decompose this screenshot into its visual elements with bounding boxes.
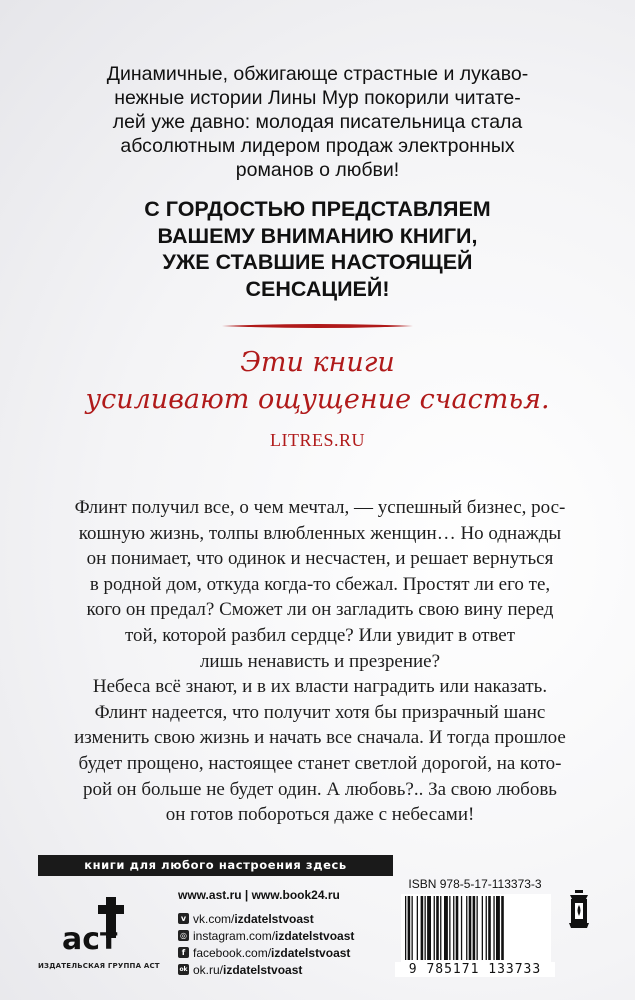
social-link-instagram[interactable] [178, 927, 354, 944]
blurb-line: Небеса всё знают, и в их власти наградить или наказать. [92, 676, 548, 698]
barcode-bar [421, 896, 424, 960]
blurb-line: будет прощено, настоящее станет светлой дорогой, на кото- [78, 752, 562, 774]
facebook-icon: f [178, 947, 189, 958]
barcode-bar [493, 896, 494, 960]
lantern-icon [566, 890, 592, 930]
barcode-bar [469, 896, 472, 960]
intro-paragraph [40, 62, 595, 182]
barcode-number: 9 785171 133733 [395, 962, 555, 977]
logo-text: аст [62, 922, 118, 955]
headline-line: ВАШЕМУ ВНИМАНИЮ КНИГИ, [157, 223, 478, 248]
blurb-line: рой он больше не будет один. А любовь?.. За свою любовь [83, 778, 557, 800]
blurb-line: Флинт получил все, о чем мечтал, — успешный бизнес, рос- [74, 497, 566, 518]
intro-line: нежные истории Лины Мур покорили читате- [114, 87, 521, 109]
vk-icon: v [178, 913, 189, 924]
quote-line: усиливают ощущение счастья. [85, 384, 550, 415]
publisher-name: ИЗДАТЕЛЬСКАЯ ГРУППА АСТ [38, 962, 160, 970]
headline-line: УЖЕ СТАВШИЕ НАСТОЯЩЕЙ [162, 250, 473, 274]
ornamental-divider [222, 323, 413, 329]
social-prefix: instagram.com/ [193, 928, 276, 943]
barcode-bar [466, 896, 467, 960]
barcode-bar [477, 896, 478, 960]
barcode-bar [425, 896, 426, 960]
barcode-bar [496, 896, 500, 960]
barcode-bar [453, 896, 454, 960]
barcode-bar [434, 896, 435, 960]
intro-line: Динамичные, обжигающе страстные и лукаво- [106, 63, 529, 85]
review-quote [40, 344, 595, 418]
blurb-line: изменить свою жизнь и начать все сначала. И тогда прошлое [74, 727, 566, 749]
headline-line: С ГОРДОСТЬЮ ПРЕДСТАВЛЯЕМ [144, 197, 491, 221]
blurb-line: лишь ненависть и презрение? [199, 650, 441, 672]
headline [40, 196, 595, 302]
blurb-line: кошную жизнь, толпы влюбленных женщин… Но однажды [78, 522, 562, 544]
social-handle: izdatelstvoast [275, 928, 355, 943]
isbn-text: ISBN 978-5-17-113373-3 [408, 877, 542, 891]
websites[interactable]: www.ast.ru | www.book24.ru [178, 888, 340, 902]
ast-logo [58, 893, 138, 955]
social-prefix: ok.ru/ [193, 962, 224, 977]
series-banner: книги для любого настроения здесь [38, 855, 393, 876]
barcode-bar [461, 896, 462, 960]
quote-line: Эти книги [240, 347, 395, 378]
barcode-bar [440, 896, 441, 960]
barcode-bar [405, 896, 406, 960]
barcode-bar [456, 896, 459, 960]
blurb-line: он понимает, что одинок и несчастен, и решает вернуться [86, 548, 554, 570]
barcode-bar [444, 896, 448, 960]
barcode-bar [473, 896, 476, 960]
social-link-facebook[interactable] [178, 944, 354, 961]
barcode-bar [482, 896, 483, 960]
social-handle: izdatelstvoast [223, 962, 303, 977]
social-link-vk[interactable] [178, 910, 354, 927]
blurb-line: в родной дом, откуда когда-то сбежал. Простят ли его те, [89, 573, 551, 595]
blurb-line: той, которой разбил сердце? Или увидит в ответ [124, 624, 516, 646]
blurb-line: кого он предал? Сможет ли он загладить свою вину перед [86, 599, 554, 621]
quote-source: LITRES.RU [269, 430, 365, 450]
blurb-line: он готов побороться даже с небесами! [165, 804, 475, 826]
social-prefix: vk.com/ [193, 911, 235, 926]
headline-line: СЕНСАЦИЕЙ! [245, 276, 390, 301]
book-blurb [40, 495, 600, 828]
social-link-odnoklassniki[interactable] [178, 961, 354, 978]
barcode-bar [501, 896, 504, 960]
barcode [401, 894, 551, 962]
barcode-bar [436, 896, 439, 960]
blurb-line: Флинт надеется, что получит хотя бы призрачный шанс [94, 701, 546, 723]
barcode-bar [417, 896, 418, 960]
instagram-icon: ◎ [178, 930, 189, 941]
barcode-bar [486, 896, 487, 960]
odnoklassniki-icon: ok [179, 966, 188, 973]
social-links [178, 910, 354, 978]
barcode-bar [427, 896, 431, 960]
intro-line: лей уже давно: молодая писательница стала [112, 111, 523, 133]
barcode-bar [412, 896, 413, 960]
barcode-bar [488, 896, 491, 960]
social-handle: izdatelstvoast [271, 945, 351, 960]
intro-line: романов о любви! [235, 159, 400, 181]
intro-line: абсолютным лидером продаж электронных [120, 135, 515, 157]
barcode-bar [449, 896, 450, 960]
social-prefix: facebook.com/ [193, 945, 272, 960]
social-handle: izdatelstvoast [234, 911, 314, 926]
barcode-bar [408, 896, 411, 960]
